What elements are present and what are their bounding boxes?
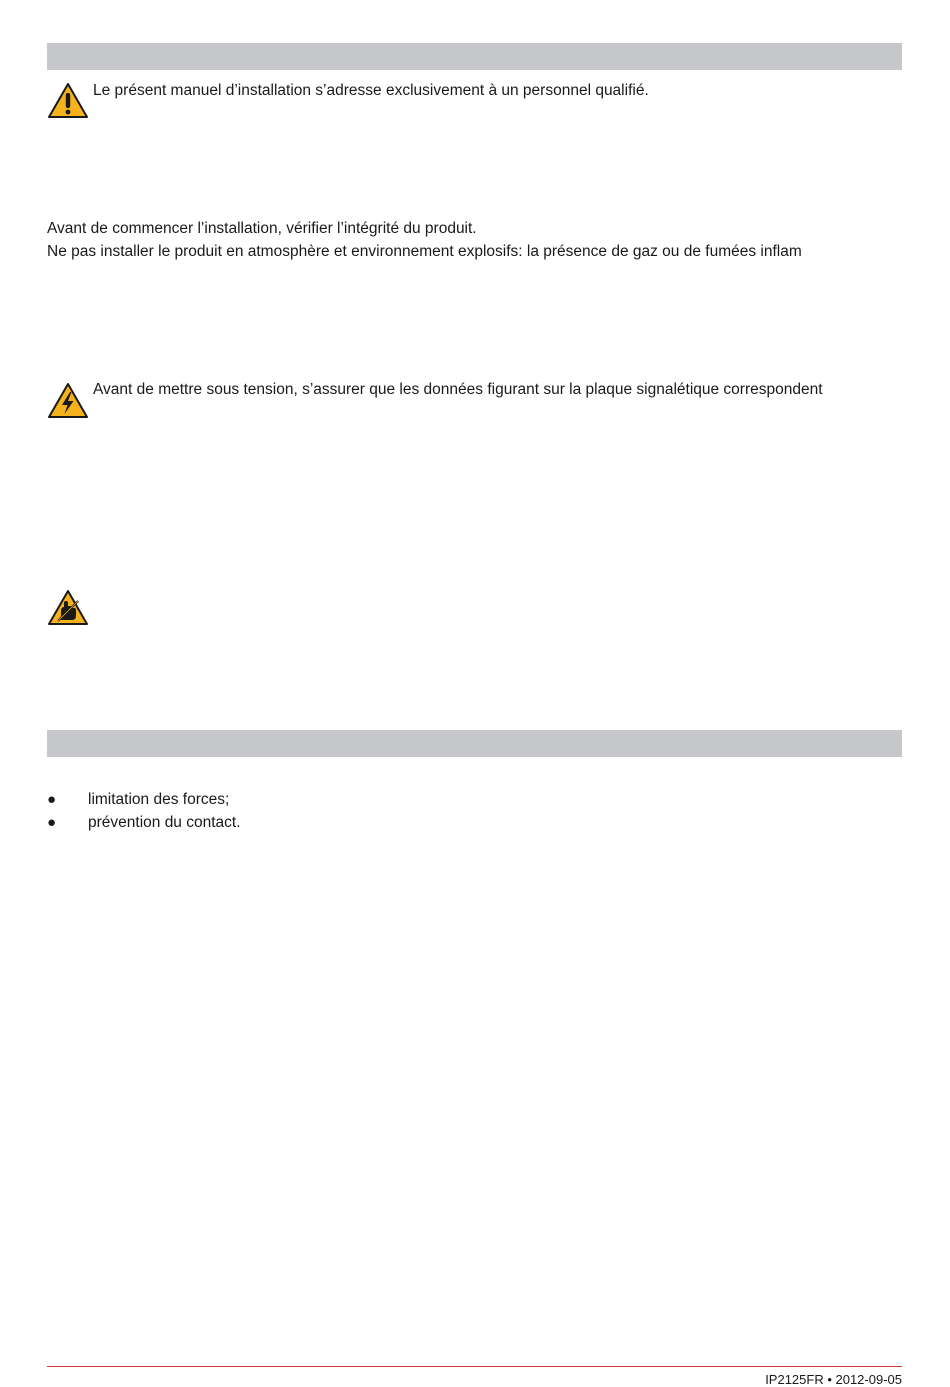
- list-item: prévention du contact.: [88, 814, 241, 831]
- general-instruction-line-2: Ne pas installer le produit en atmosphère et environnement explosifs: la présence de gaz ou de fumées inflam: [47, 243, 802, 260]
- section-header-bar: [47, 730, 902, 757]
- section-header-bar: [47, 43, 902, 70]
- high-voltage-warning-icon: [47, 382, 89, 419]
- list-bullet: ●: [47, 791, 57, 808]
- general-instruction-line-1: Avant de commencer l’installation, vérifier l’intégrité du produit.: [47, 220, 477, 237]
- document-reference: IP2125FR • 2012-09-05: [765, 1372, 902, 1387]
- list-bullet: ●: [47, 814, 57, 831]
- warning-qualified-personnel-text: Le présent manuel d’installation s’adresse exclusivement à un personnel qualifié.: [93, 82, 649, 99]
- list-item: limitation des forces;: [88, 791, 230, 808]
- warning-power-on-text: Avant de mettre sous tension, s’assurer que les données figurant sur la plaque signalétique correspondent: [93, 381, 823, 398]
- exclamation-warning-icon: [47, 82, 89, 119]
- esd-sensitive-warning-icon: [47, 589, 89, 626]
- footer-divider: [47, 1366, 902, 1367]
